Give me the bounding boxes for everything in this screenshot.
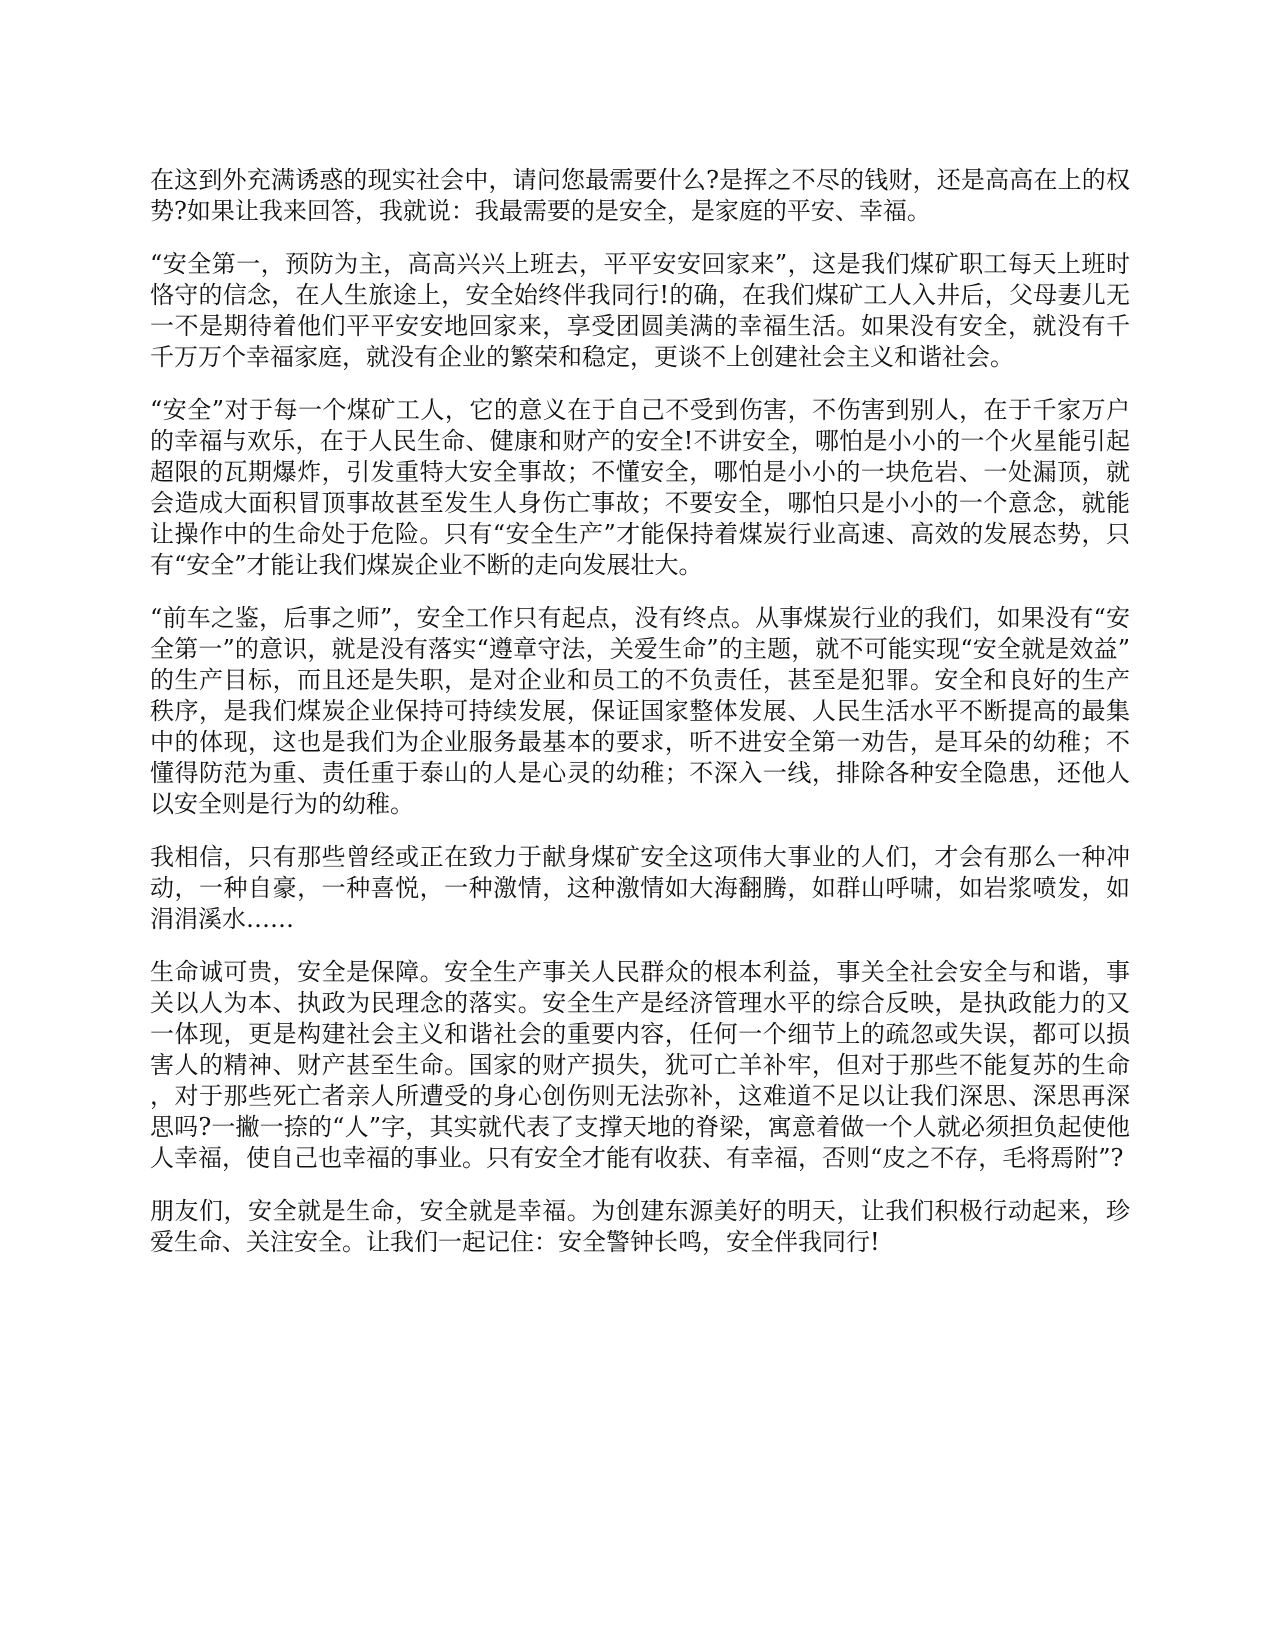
paragraph-5: 我相信，只有那些曾经或正在致力于献身煤矿安全这项伟大事业的人们，才会有那么一种冲动，一种自豪，一种喜悦，一种激情，这种激情如大海翻腾，如群山呼啸，如岩浆喷发，如涓涓溪水…… (150, 843, 1130, 933)
paragraph-2: “安全第一，预防为主，高高兴兴上班去，平平安安回家来”，这是我们煤矿职工每天上班时恪守的信念，在人生旅途上，安全始终伴我同行!的确，在我们煤矿工人入井后，父母妻儿无一不是期待着他们平平安安地回家来，享受团圆美满的幸福生活。如果没有安全，就没有千千万万个幸福家庭，就没有企业的繁荣和稳定，更谈不上创建社会主义和谐社会。 (150, 250, 1130, 371)
document-body (150, 165, 1130, 1280)
paragraph-6: 生命诚可贵，安全是保障。安全生产事关人民群众的根本利益，事关全社会安全与和谐，事关以人为本、执政为民理念的落实。安全生产是经济管理水平的综合反映，是执政能力的又一体现，更是构建社会主义和谐社会的重要内容，任何一个细节上的疏忽或失误，都可以损害人的精神、财产甚至生命。国家的财产损失，犹可亡羊补牢，但对于那些不能复苏的生命，对于那些死亡者亲人所遭受的身心创伤则无法弥补，这难道不足以让我们深思、深思再深思吗?一撇一捺的“人”字，其实就代表了支撑天地的脊梁，寓意着做一个人就必须担负起使他人幸福，使自己也幸福的事业。只有安全才能有收获、有幸福，否则“皮之不存，毛将焉附”? (150, 958, 1130, 1172)
paragraph-3: “安全”对于每一个煤矿工人，它的意义在于自己不受到伤害，不伤害到别人，在于千家万户的幸福与欢乐，在于人民生命、健康和财产的安全!不讲安全，哪怕是小小的一个火星能引起超限的瓦期爆炸，引发重特大安全事故；不懂安全，哪怕是小小的一块危岩、一处漏顶，就会造成大面积冒顶事故甚至发生人身伤亡事故；不要安全，哪怕只是小小的一个意念，就能让操作中的生命处于危险。只有“安全生产”才能保持着煤炭行业高速、高效的发展态势，只有“安全”才能让我们煤炭企业不断的走向发展壮大。 (150, 396, 1130, 579)
paragraph-1: 在这到外充满诱惑的现实社会中，请问您最需要什么?是挥之不尽的钱财，还是高高在上的权势?如果让我来回答，我就说：我最需要的是安全，是家庭的平安、幸福。 (150, 166, 1130, 225)
paragraph-4: “前车之鉴，后事之师”，安全工作只有起点，没有终点。从事煤炭行业的我们，如果没有“安全第一”的意识，就是没有落实“遵章守法，关爱生命”的主题，就不可能实现“安全就是效益”的生产目标，而且还是失职，是对企业和员工的不负责任，甚至是犯罪。安全和良好的生产秩序，是我们煤炭企业保持可持续发展，保证国家整体发展、人民生活水平不断提高的最集中的体现，这也是我们为企业服务最基本的要求，听不进安全第一劝告，是耳朵的幼稚；不懂得防范为重、责任重于泰山的人是心灵的幼稚；不深入一线，排除各种安全隐患，还他人以安全则是行为的幼稚。 (150, 604, 1130, 818)
paragraph-7: 朋友们，安全就是生命，安全就是幸福。为创建东源美好的明天，让我们积极行动起来，珍爱生命、关注安全。让我们一起记住：安全警钟长鸣，安全伴我同行! (150, 1197, 1130, 1256)
